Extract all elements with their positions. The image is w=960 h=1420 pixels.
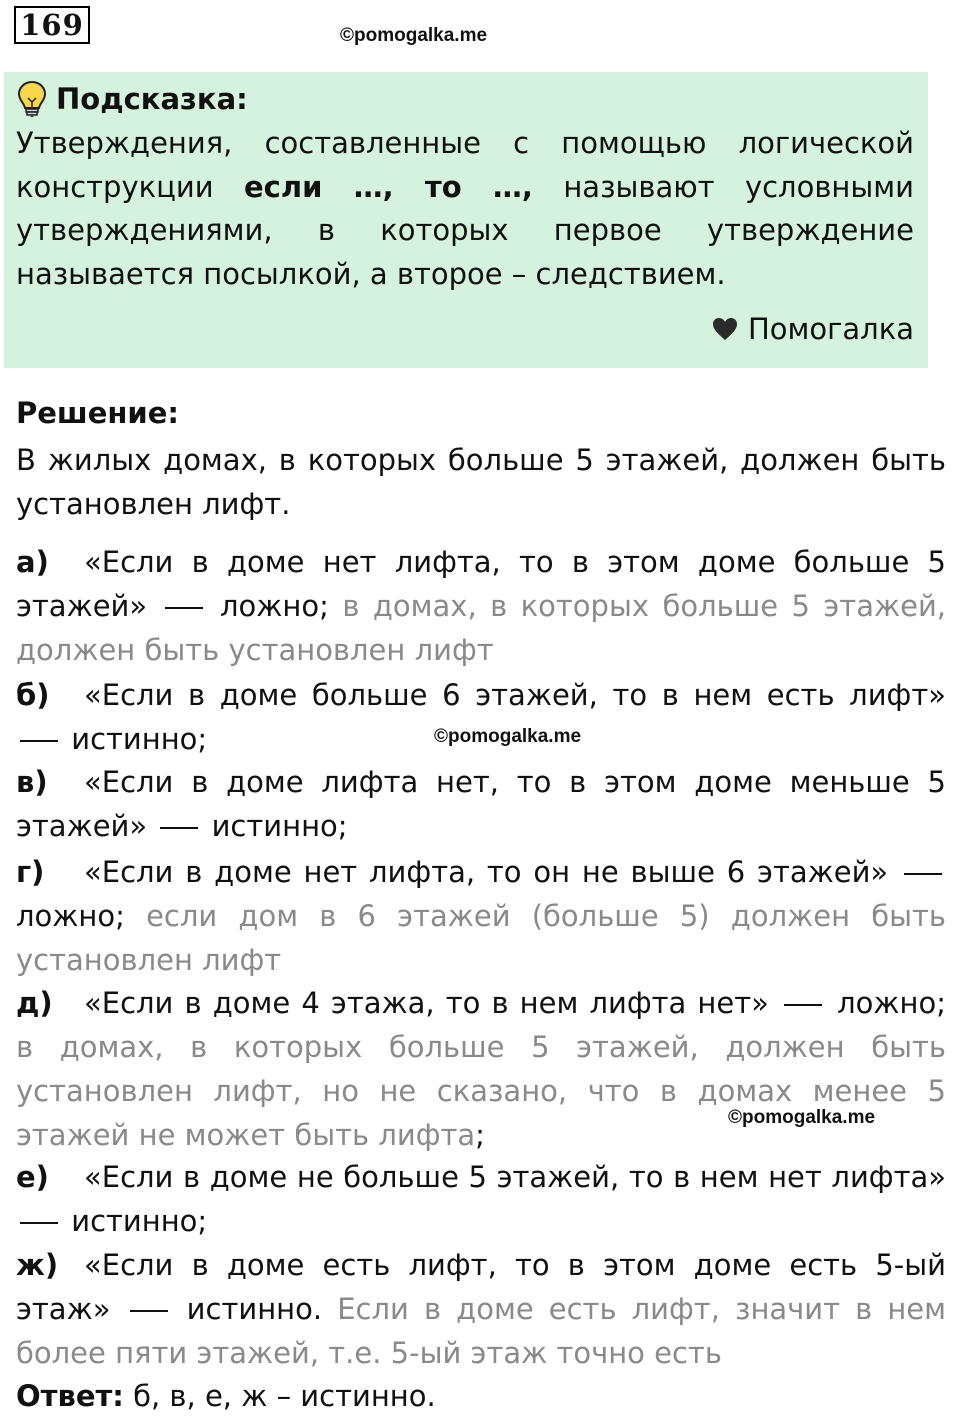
item-label: д) — [16, 986, 53, 1020]
item-trail: ; — [475, 1118, 485, 1152]
item-label: е) — [16, 1160, 49, 1194]
item-statement: «Если в доме нет лифта, то он не выше 6 этажей» — [84, 855, 889, 889]
heart-icon — [712, 317, 738, 341]
solution-title: Решение: — [16, 396, 180, 430]
item-verdict: истинно; — [211, 809, 348, 843]
solution-intro: В жилых домах, в которых больше 5 этажей, должен быть установлен лифт. — [16, 443, 946, 521]
item-comment: Если в доме есть лифт, значит в нем более пяти этажей, т.е. 5-ый этаж точно есть — [16, 1292, 947, 1370]
item-statement: «Если в доме больше 6 этажей, то в нем есть лифт» — [84, 678, 946, 712]
lightbulb-icon — [16, 80, 48, 118]
hint-title-text: Подсказка: — [56, 82, 248, 116]
item-comment: если дом в 6 этажей (больше 5) должен быть установлен лифт — [16, 899, 947, 977]
signature-text: Помогалка — [748, 312, 914, 346]
item-label: в) — [16, 765, 48, 799]
dash — [160, 827, 198, 829]
item-d — [16, 981, 946, 1157]
answer — [16, 1374, 946, 1418]
watermark-top: ©pomogalka.me — [340, 25, 488, 46]
answer-label: Ответ: — [16, 1379, 124, 1413]
item-verdict: ложно; — [837, 986, 947, 1020]
item-verdict: истинно. — [186, 1292, 323, 1326]
item-comment: в домах, в которых больше 5 этажей, должен быть установлен лифт, но не сказано, что в домах менее 5 этажей не может быть лифта — [16, 1030, 946, 1152]
item-verdict: истинно; — [71, 1204, 208, 1238]
dash — [130, 1310, 168, 1312]
answer-text: б, в, е, ж – истинно. — [133, 1379, 436, 1413]
hint-text-part-1: Утверждения, составленные с помощью логической конструкции — [16, 126, 914, 204]
dash — [784, 1004, 822, 1006]
item-statement: «Если в доме нет лифта, то в этом доме больше 5 этажей» — [16, 545, 946, 623]
task-number: 169 — [14, 6, 90, 44]
dash — [904, 873, 942, 875]
hint-signature — [712, 312, 914, 346]
hint-text — [16, 122, 914, 296]
item-label: ж) — [16, 1248, 59, 1282]
item-verdict: ложно; — [16, 899, 125, 933]
item-verdict: ложно; — [220, 589, 329, 623]
item-statement: «Если в доме есть лифт, то в этом доме есть 5-ый этаж» — [16, 1248, 946, 1326]
item-zh — [16, 1243, 946, 1375]
item-statement: «Если в доме 4 этажа, то в нем лифта нет» — [84, 986, 769, 1020]
item-label: б) — [16, 678, 50, 712]
dash — [20, 740, 58, 742]
item-statement: «Если в доме лифта нет, то в этом доме меньше 5 этажей» — [16, 765, 946, 843]
item-e — [16, 1155, 946, 1243]
item-g — [16, 850, 946, 982]
watermark-middle: ©pomogalka.me — [434, 726, 582, 747]
dash — [165, 607, 203, 609]
item-verdict: истинно; — [71, 722, 208, 756]
hint-text-part-2: называют условными утверждениями, в которых первое утверждение называется посылкой, а второе – следствием. — [16, 169, 915, 291]
dash — [20, 1222, 58, 1224]
hint-text-bold: если …, то …, — [243, 169, 533, 204]
item-a — [16, 540, 946, 672]
item-statement: «Если в доме не больше 5 этажей, то в нем нет лифта» — [84, 1160, 946, 1194]
watermark-bottom: ©pomogalka.me — [728, 1107, 876, 1128]
hint-title — [16, 80, 248, 118]
item-comment: в домах, в которых больше 5 этажей, должен быть установлен лифт — [16, 589, 947, 667]
item-label: г) — [16, 855, 45, 889]
item-v — [16, 760, 946, 848]
item-label: а) — [16, 545, 49, 579]
